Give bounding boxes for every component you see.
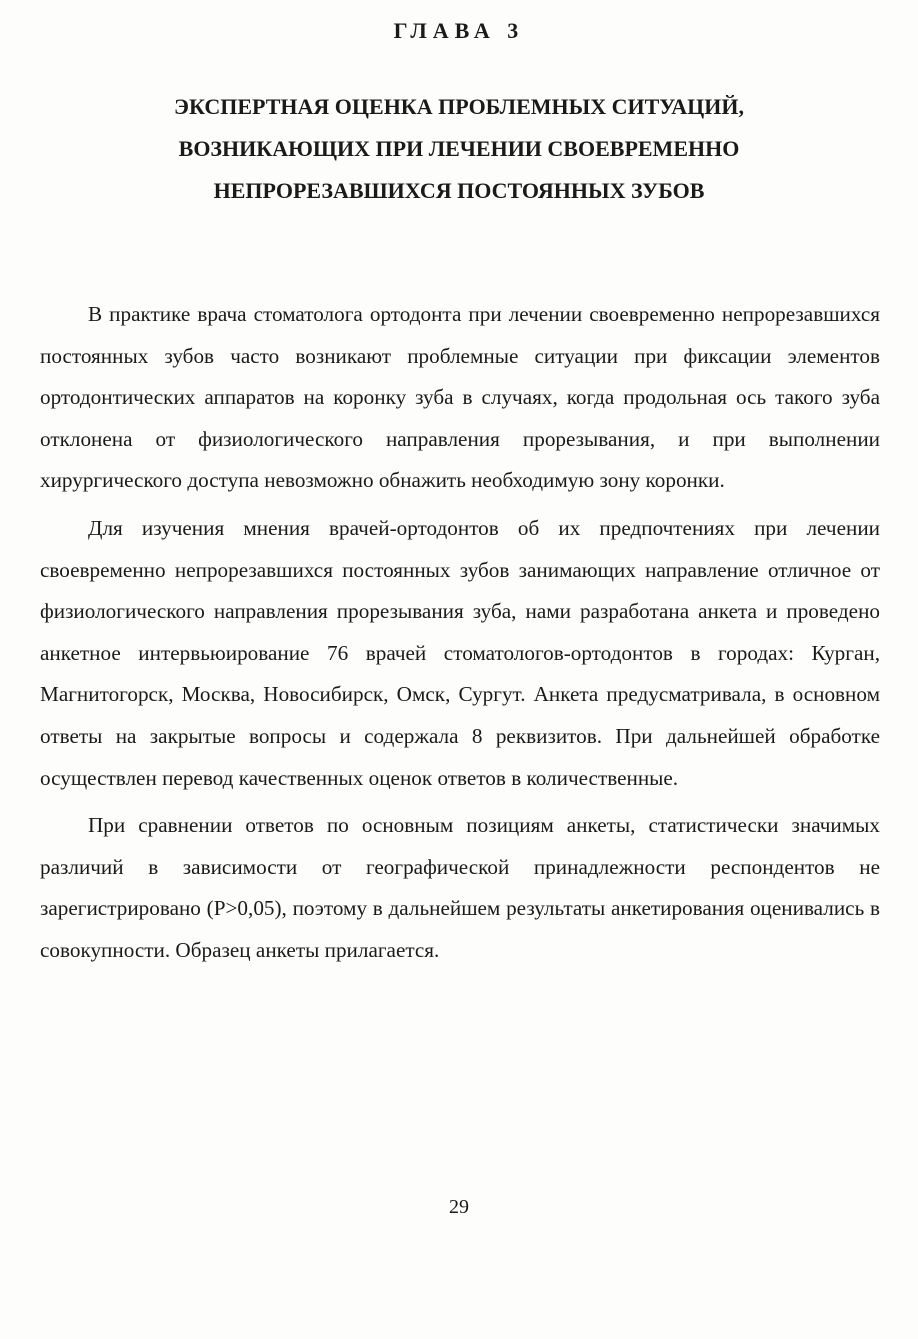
paragraph: В практике врача стоматолога ортодонта при лечении своевременно непрорезавшихся постоянных зубов часто возникают проблемные ситуации при фиксации элементов ортодонтических аппаратов на коронку зуба в случаях, когда продольная ось такого зуба отклонена от физиологического направления прорезывания, и при выполнении хирургического доступа невозможно обнажить необходимую зону коронки. <box>40 302 880 493</box>
chapter-title-line: ВОЗНИКАЮЩИХ ПРИ ЛЕЧЕНИИ СВОЕВРЕМЕННО <box>178 136 740 161</box>
page-number: 29 <box>449 1196 469 1218</box>
body-text <box>40 294 880 978</box>
paragraph: Для изучения мнения врачей-ортодонтов об их предпочтениях при лечении своевременно непрорезавшихся постоянных зубов занимающих направление отличное от физиологического направления прорезывания зуба, нами разработана анкета и проведено анкетное интервьюирование 76 врачей стоматологов-ортодонтов в городах: Курган, Магнитогорск, Москва, Новосибирск, Омск, Сургут. Анкета предусматривала, в основном ответы на закрытые вопросы и содержала 8 реквизитов. При дальнейшей обработке осуществлен перевод качественных оценок ответов в количественные. <box>40 515 880 790</box>
chapter-title-line: НЕПРОРЕЗАВШИХСЯ ПОСТОЯННЫХ ЗУБОВ <box>213 178 705 203</box>
chapter-title-line: ЭКСПЕРТНАЯ ОЦЕНКА ПРОБЛЕМНЫХ СИТУАЦИЙ, <box>174 94 744 119</box>
chapter-heading: ГЛАВА 3 <box>393 18 525 43</box>
paragraph: При сравнении ответов по основным позициям анкеты, статистически значимых различий в зависимости от географической принадлежности респондентов не зарегистрировано (Р>0,05), поэтому в дальнейшем результаты анкетирования оценивались в совокупности. Образец анкеты прилагается. <box>40 813 880 962</box>
chapter-title <box>60 86 858 212</box>
